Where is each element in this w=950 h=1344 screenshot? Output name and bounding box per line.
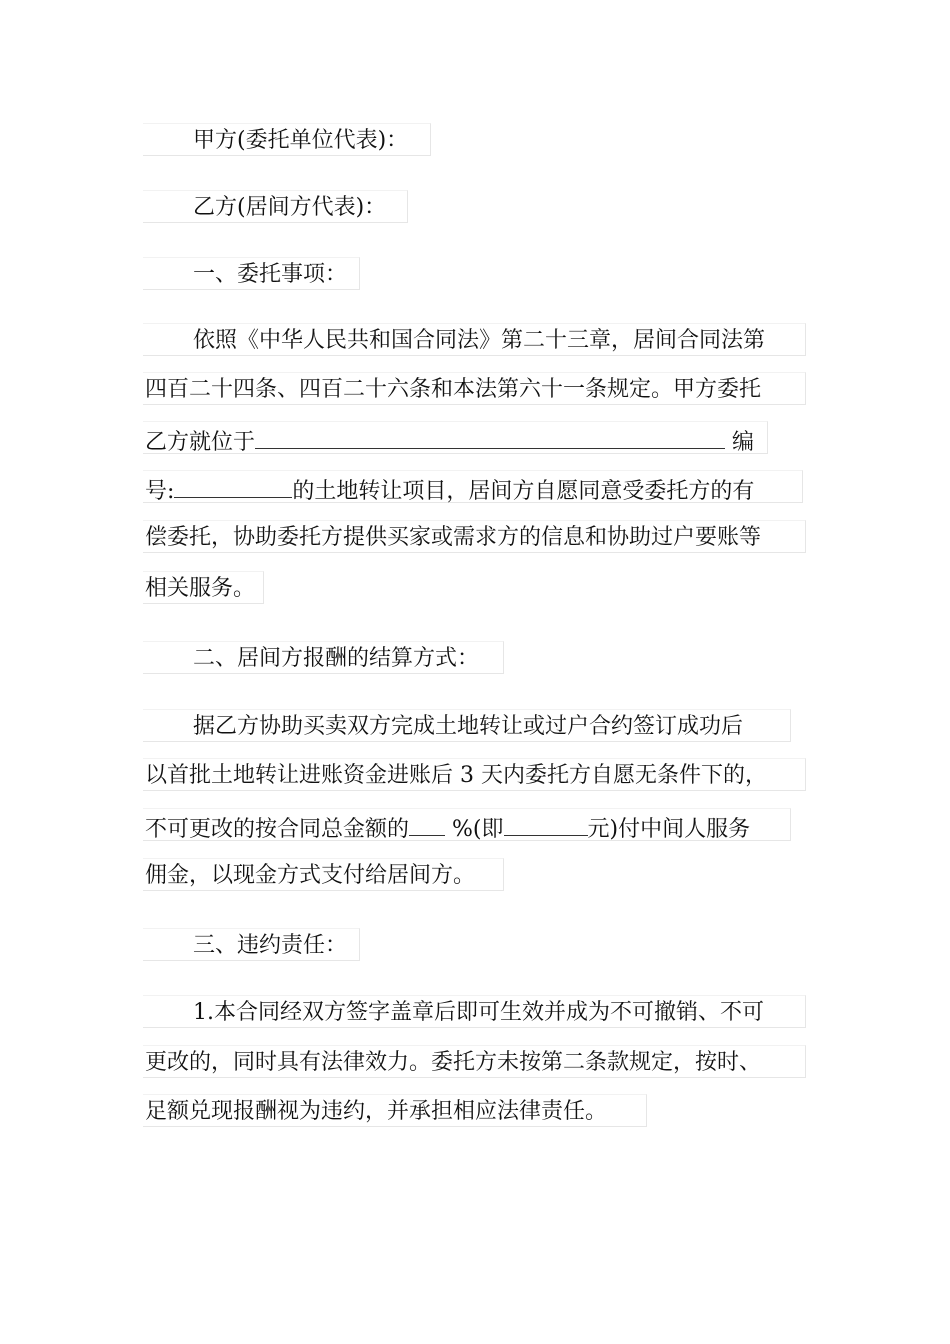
section1-line2-text: 四百二十四条、四百二十六条和本法第六十一条规定。甲方委托 (145, 377, 762, 402)
section1-heading-text: 一、委托事项： (193, 262, 348, 287)
section1-line3-post: 编 (725, 430, 755, 455)
section3-line2 (143, 1045, 806, 1078)
section1-line4-pre: 号: (145, 479, 175, 504)
section2-line3-pre: 不可更改的按合同总金额的 (145, 817, 410, 842)
party-b-line (143, 190, 408, 223)
party-a-line (143, 123, 431, 156)
section2-line1 (143, 709, 791, 742)
section2-line3-mid: %(即 (445, 817, 504, 842)
section2-line1-text: 据乙方协助买卖双方完成土地转让或过户合约签订成功后 (193, 714, 744, 739)
section1-line6-text: 相关服务。 (145, 576, 256, 601)
section1-line6 (143, 571, 264, 604)
section2-heading-text: 二、居间方报酬的结算方式： (193, 646, 480, 671)
section2-line4-text: 佣金，以现金方式支付给居间方。 (145, 863, 476, 888)
section1-line4 (143, 470, 803, 503)
party-a-label: 甲方(委托单位代表)： (193, 128, 409, 153)
section3-line2-text: 更改的，同时具有法律效力。委托方未按第二条款规定，按时、 (145, 1050, 762, 1075)
party-b-label: 乙方(居间方代表)： (193, 195, 387, 220)
section3-line1 (143, 995, 806, 1028)
section1-line2 (143, 372, 806, 405)
section1-line5-text: 偿委托，协助委托方提供买家或需求方的信息和协助过户要账等 (145, 525, 762, 550)
section3-heading-text: 三、违约责任： (193, 933, 348, 958)
section2-line3 (143, 808, 791, 841)
section1-heading (143, 257, 360, 290)
section3-line3-text: 足额兑现报酬视为违约，并承担相应法律责任。 (145, 1099, 608, 1124)
section1-line1-text: 依照《中华人民共和国合同法》第二十三章，居间合同法第 (193, 328, 766, 353)
section2-line2-text: 以首批土地转让进账资金进账后 3 天内委托方自愿无条件下的， (145, 763, 767, 788)
section2-line2 (143, 758, 806, 791)
section3-heading (143, 928, 360, 961)
section3-line1-text: 1.本合同经双方签字盖章后即可生效并成为不可撤销、不可 (193, 1000, 764, 1025)
section3-line3 (143, 1094, 647, 1127)
section2-line4 (143, 858, 504, 891)
section1-line3 (143, 421, 768, 454)
section1-line3-pre: 乙方就位于 (145, 430, 256, 455)
section2-line3-post: 元)付中间人服务 (587, 817, 751, 842)
amount-blank[interactable] (504, 809, 588, 836)
location-blank[interactable] (255, 422, 725, 449)
section2-heading (143, 641, 504, 674)
number-blank[interactable] (174, 471, 292, 498)
section1-line1 (143, 323, 806, 356)
section1-line5 (143, 520, 806, 553)
section1-line4-post: 的土地转让项目，居间方自愿同意受委托方的有 (292, 479, 755, 504)
percent-blank[interactable] (409, 809, 445, 836)
